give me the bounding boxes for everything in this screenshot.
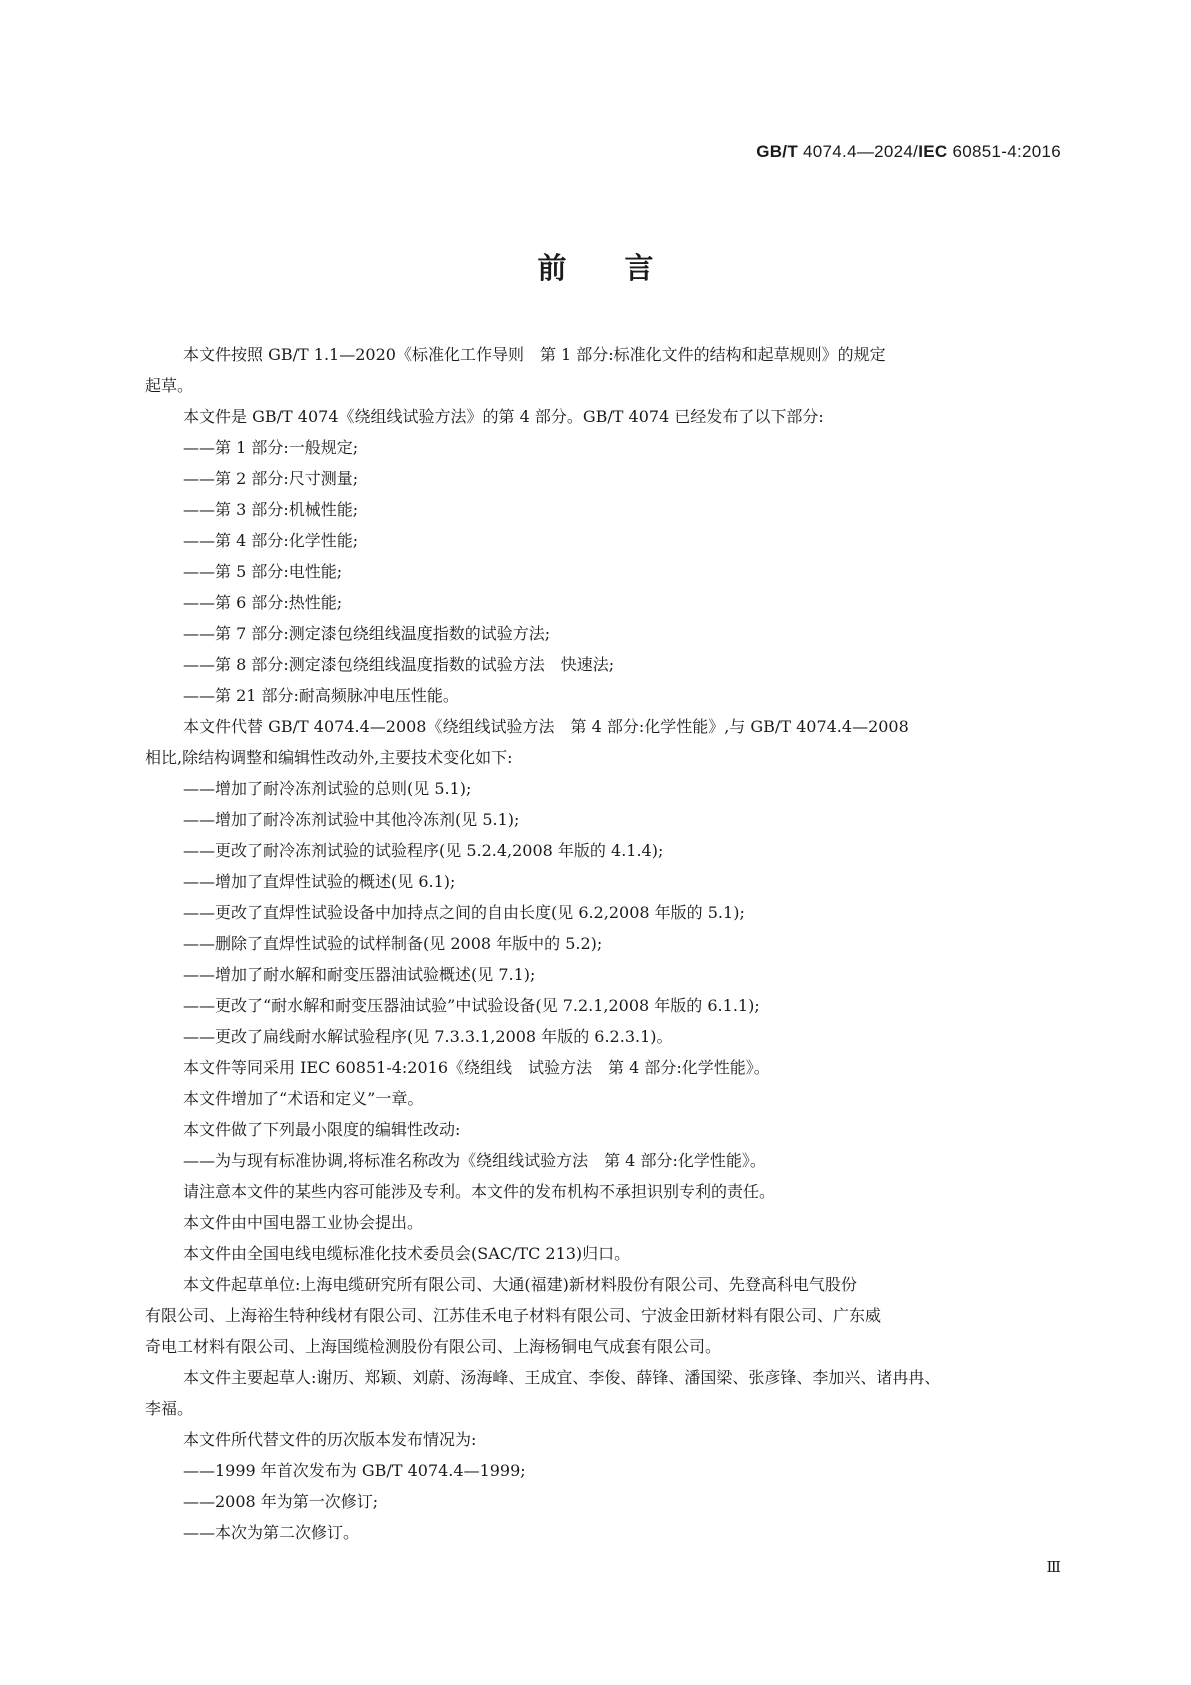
- text-line: ——第 6 部分:热性能;: [183, 593, 343, 612]
- foreword-body: [145, 339, 1065, 1548]
- doc-id-prefix: GB/T: [756, 142, 799, 161]
- text-line: ——增加了耐冷冻剂试验中其他冷冻剂(见 5.1);: [183, 810, 520, 829]
- text-line: ——第 2 部分:尺寸测量;: [183, 469, 359, 488]
- text-line: 奇电工材料有限公司、上海国缆检测股份有限公司、上海杨铜电气成套有限公司。: [145, 1337, 722, 1356]
- text-line: 本文件由中国电器工业协会提出。: [183, 1213, 424, 1232]
- text-line: 请注意本文件的某些内容可能涉及专利。本文件的发布机构不承担识别专利的责任。: [183, 1182, 776, 1201]
- text-line: ——2008 年为第一次修订;: [183, 1492, 379, 1511]
- text-line: 本文件等同采用 IEC 60851-4:2016《绕组线 试验方法 第 4 部分:化学性能》。: [183, 1058, 770, 1077]
- text-line: ——更改了扁线耐水解试验程序(见 7.3.3.1,2008 年版的 6.2.3.1)。: [183, 1027, 673, 1046]
- text-line: 本文件按照 GB/T 1.1—2020《标准化工作导则 第 1 部分:标准化文件的结构和起草规则》的规定: [183, 345, 886, 364]
- doc-id-iec: IEC: [918, 142, 948, 161]
- doc-id-number: 4074.4—2024/: [798, 142, 919, 161]
- text-line: 本文件由全国电线电缆标准化技术委员会(SAC/TC 213)归口。: [183, 1244, 631, 1263]
- page-title: 前言: [537, 251, 712, 285]
- text-line: 本文件是 GB/T 4074《绕组线试验方法》的第 4 部分。GB/T 4074 已经发布了以下部分:: [183, 407, 824, 426]
- text-line: ——第 3 部分:机械性能;: [183, 500, 359, 519]
- text-line: 本文件起草单位:上海电缆研究所有限公司、大通(福建)新材料股份有限公司、先登高科电气股份: [183, 1275, 857, 1294]
- text-line: 本文件做了下列最小限度的编辑性改动:: [183, 1120, 461, 1139]
- text-line: ——更改了“耐水解和耐变压器油试验”中试验设备(见 7.2.1,2008 年版的 6.1.1);: [183, 996, 760, 1015]
- text-line: ——增加了耐水解和耐变压器油试验概述(见 7.1);: [183, 965, 536, 984]
- text-line: ——第 4 部分:化学性能;: [183, 531, 359, 550]
- text-line: ——增加了直焊性试验的概述(见 6.1);: [183, 872, 456, 891]
- page-number: Ⅲ: [1046, 1558, 1061, 1576]
- document-identifier: [756, 142, 1061, 162]
- text-line: 相比,除结构调整和编辑性改动外,主要技术变化如下:: [145, 748, 513, 767]
- text-line: ——删除了直焊性试验的试样制备(见 2008 年版中的 5.2);: [183, 934, 603, 953]
- text-line: ——第 7 部分:测定漆包绕组线温度指数的试验方法;: [183, 624, 551, 643]
- text-line: 李福。: [145, 1399, 194, 1418]
- text-line: ——第 21 部分:耐高频脉冲电压性能。: [183, 686, 459, 705]
- text-line: ——为与现有标准协调,将标准名称改为《绕组线试验方法 第 4 部分:化学性能》。: [183, 1151, 766, 1170]
- text-line: 本文件主要起草人:谢历、郑颖、刘蔚、汤海峰、王成宜、李俊、薛锋、潘国梁、张彦锋、李加兴、诸冉冉、: [183, 1368, 941, 1387]
- text-line: 本文件代替 GB/T 4074.4—2008《绕组线试验方法 第 4 部分:化学性能》,与 GB/T 4074.4—2008: [183, 717, 909, 736]
- text-line: ——第 8 部分:测定漆包绕组线温度指数的试验方法 快速法;: [183, 655, 615, 674]
- text-line: ——本次为第二次修订。: [183, 1523, 360, 1542]
- text-line: ——增加了耐冷冻剂试验的总则(见 5.1);: [183, 779, 472, 798]
- doc-id-suffix: 60851-4:2016: [947, 142, 1061, 161]
- text-line: 起草。: [145, 376, 194, 395]
- text-line: ——第 1 部分:一般规定;: [183, 438, 359, 457]
- text-line: ——更改了耐冷冻剂试验的试验程序(见 5.2.4,2008 年版的 4.1.4);: [183, 841, 664, 860]
- text-line: 有限公司、上海裕生特种线材有限公司、江苏佳禾电子材料有限公司、宁波金田新材料有限公司、广东威: [145, 1306, 882, 1325]
- text-line: 本文件增加了“术语和定义”一章。: [183, 1089, 424, 1108]
- text-line: ——第 5 部分:电性能;: [183, 562, 343, 581]
- text-line: ——更改了直焊性试验设备中加持点之间的自由长度(见 6.2,2008 年版的 5.1);: [183, 903, 745, 922]
- text-line: ——1999 年首次发布为 GB/T 4074.4—1999;: [183, 1461, 526, 1480]
- text-line: 本文件所代替文件的历次版本发布情况为:: [183, 1430, 477, 1449]
